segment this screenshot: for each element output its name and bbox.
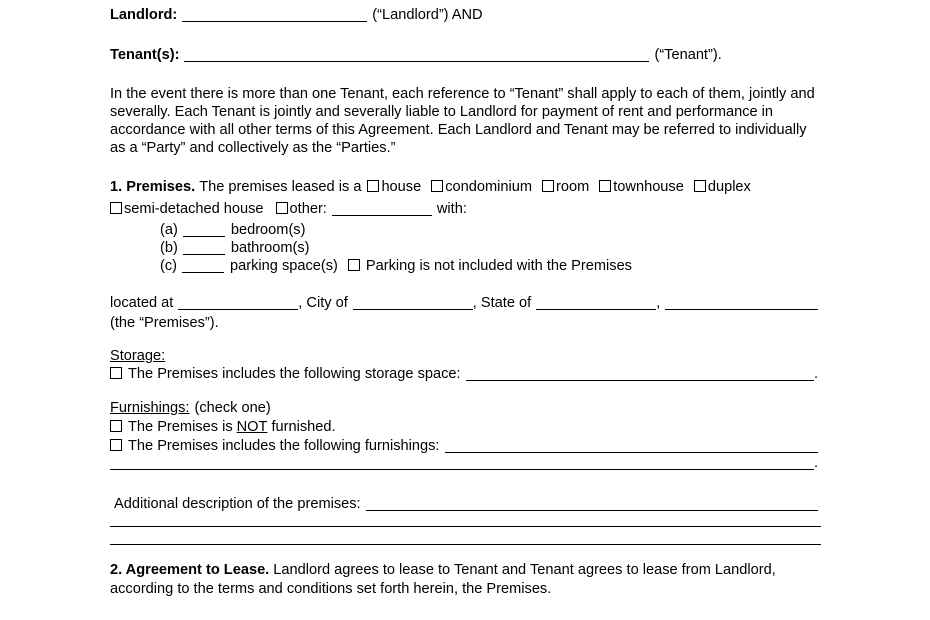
bedrooms-label: bedroom(s): [230, 222, 306, 238]
checkbox-duplex[interactable]: [694, 180, 706, 192]
additional-description-line: [114, 495, 818, 513]
checkbox-condominium[interactable]: [431, 180, 443, 192]
furnishings-heading-line: [110, 399, 822, 417]
premises-type-line-2: [110, 200, 822, 218]
furnishings-blank-line-1[interactable]: [445, 452, 819, 453]
landlord-suffix: (“Landlord”) AND: [372, 7, 483, 23]
includes-furnishings-label: The Premises includes the following furnishings:: [128, 438, 440, 454]
includes-furnishings-line: [110, 437, 818, 455]
option-duplex-label: duplex: [707, 179, 751, 195]
furnishings-heading: Furnishings:: [110, 400, 190, 416]
located-at-line: [110, 294, 818, 312]
not-word: NOT: [236, 419, 268, 435]
additional-description-blank-3[interactable]: [110, 544, 821, 545]
storage-checkbox-line: [110, 365, 818, 383]
city-blank[interactable]: [353, 309, 473, 310]
state-blank[interactable]: [536, 309, 656, 310]
furnishings-blank-line-2[interactable]: [110, 469, 814, 470]
parking-spaces-label: parking space(s): [230, 258, 338, 274]
option-house-label: house: [381, 179, 422, 195]
option-other-label: other:: [289, 201, 327, 217]
located-at-label: located at: [110, 295, 174, 311]
zip-blank[interactable]: [665, 309, 818, 310]
option-townhouse-label: townhouse: [613, 179, 684, 195]
option-condominium-label: condominium: [445, 179, 532, 195]
tenant-line: [110, 46, 822, 64]
not-furnished-line: [110, 418, 822, 436]
tenant-suffix: (“Tenant”).: [654, 47, 722, 63]
premises-ref-line: (the “Premises”).: [110, 315, 219, 331]
address-blank[interactable]: [178, 309, 298, 310]
parking-spaces-blank[interactable]: [182, 272, 224, 273]
furnishings-note: (check one): [194, 400, 271, 416]
parking-not-included-label: Parking is not included with the Premises: [365, 258, 632, 274]
tenant-label: Tenant(s):: [110, 47, 180, 63]
item-a-label: (a): [160, 222, 178, 238]
checkbox-parking-not-included[interactable]: [348, 259, 360, 271]
landlord-line: [110, 6, 822, 24]
bedrooms-blank[interactable]: [183, 236, 225, 237]
bedrooms-line: [160, 221, 872, 239]
additional-description-label: Additional description of the premises:: [114, 496, 361, 512]
state-of-label: , State of: [472, 295, 532, 311]
option-room-label: room: [556, 179, 590, 195]
checkbox-house[interactable]: [367, 180, 379, 192]
city-of-label: , City of: [298, 295, 348, 311]
furnishings-period: .: [813, 455, 818, 471]
additional-description-blank-1[interactable]: [366, 510, 818, 511]
storage-heading: Storage:: [110, 348, 166, 364]
intro-paragraph: In the event there is more than one Tenant, each reference to “Tenant” shall apply to each of them, jointly and severally. Each Tenant is jointly and severally liable to Landlord for payment of rent and performance in accordance with all other terms of this Agreement. Each Landlord and Tenant may be referred to individually as a “Party” and collectively as the “Parties.”: [110, 86, 815, 156]
bathrooms-label: bathroom(s): [230, 240, 310, 256]
premises-heading-line: [110, 178, 822, 196]
checkbox-not-furnished[interactable]: [110, 420, 122, 432]
premises-heading: 1. Premises.: [110, 179, 196, 195]
checkbox-storage-space[interactable]: [110, 367, 122, 379]
option-semi-detached-label: semi-detached house: [124, 201, 264, 217]
additional-description-blank-2[interactable]: [110, 526, 821, 527]
storage-space-blank[interactable]: [466, 380, 814, 381]
landlord-label: Landlord:: [110, 7, 178, 23]
agreement-heading: 2. Agreement to Lease.: [110, 562, 270, 578]
checkbox-townhouse[interactable]: [599, 180, 611, 192]
bathrooms-line: [160, 239, 872, 257]
premises-lead: The premises leased is a: [199, 179, 362, 195]
bathrooms-blank[interactable]: [183, 254, 225, 255]
item-c-label: (c): [160, 258, 178, 274]
comma-separator: ,: [656, 295, 661, 311]
with-label: with:: [436, 201, 467, 217]
agreement-text: Landlord agrees to lease to Tenant and Tenant agrees to lease from Landlord, according to the terms and conditions set forth herein, the Premises.: [110, 562, 776, 597]
checkbox-other[interactable]: [276, 202, 288, 214]
other-type-blank[interactable]: [332, 215, 432, 216]
checkbox-semi-detached[interactable]: [110, 202, 122, 214]
storage-heading-line: [110, 347, 822, 365]
parking-line: [160, 257, 872, 275]
not-furnished-pre: The Premises is: [128, 419, 233, 435]
furnishings-continuation-line: [110, 454, 818, 472]
tenant-name-blank[interactable]: [184, 61, 649, 62]
landlord-name-blank[interactable]: [182, 21, 367, 22]
not-furnished-post: furnished.: [271, 419, 336, 435]
item-b-label: (b): [160, 240, 178, 256]
storage-period: .: [813, 366, 818, 382]
checkbox-room[interactable]: [542, 180, 554, 192]
checkbox-includes-furnishings[interactable]: [110, 439, 122, 451]
agreement-paragraph: [110, 561, 822, 599]
storage-checkbox-label: The Premises includes the following storage space:: [128, 366, 461, 382]
